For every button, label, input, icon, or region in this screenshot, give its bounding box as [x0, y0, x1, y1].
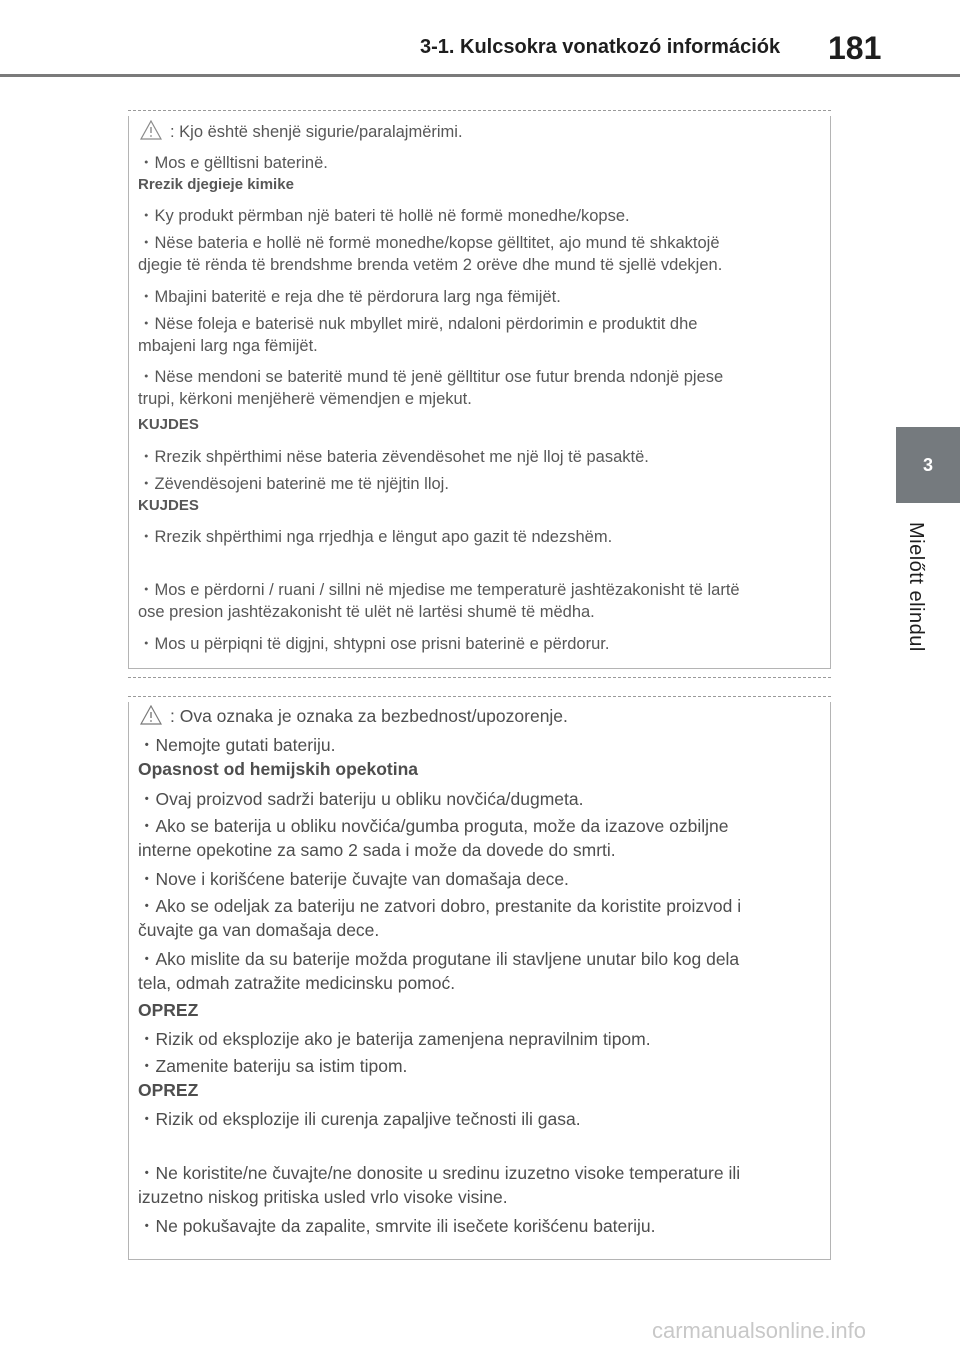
list-item: ・Zamenite bateriju sa istim tipom. — [138, 1056, 408, 1076]
list-item: ・Mos u përpiqni të digjni, shtypni ose prisni baterinë e përdorur. — [138, 635, 610, 653]
list-item: ・Mos e gëlltisni baterinë. — [138, 154, 328, 172]
list-item: izuzetno niskog pritiska usled vrlo visoke visine. — [138, 1187, 508, 1207]
dashed-divider — [128, 696, 831, 697]
list-item: ose presion jashtëzakonisht të ulët në lartësi shumë të mëdha. — [138, 603, 595, 621]
list-item: ・Rrezik shpërthimi nga rrjedhja e lëngut apo gazit të ndezshëm. — [138, 528, 613, 546]
caution-heading: KUJDES — [138, 497, 199, 514]
list-item: interne opekotine za samo 2 sada i može da dovede do smrti. — [138, 840, 616, 860]
caution-heading: OPREZ — [138, 1080, 199, 1100]
chapter-label: Mielőtt elindul — [905, 522, 927, 652]
list-item: ・Ako mislite da su baterije možda progutane ili stavljene unutar bilo kog dela — [138, 949, 740, 969]
caution-heading: KUJDES — [138, 416, 199, 433]
list-item: ・Rrezik shpërthimi nëse bateria zëvendësohet me një lloj të pasaktë. — [138, 448, 649, 466]
list-item: ・Nove i korišćene baterije čuvajte van domašaja dece. — [138, 869, 569, 889]
list-item: ・Ne pokušavajte da zapalite, smrvite ili isečete korišćenu bateriju. — [138, 1216, 656, 1236]
notice-heading: : Kjo është shenjë sigurie/paralajmërimi. — [138, 120, 463, 142]
list-item: djegie të rënda të brendshme brenda vetëm 2 orëve dhe mund të sjellë vdekjen. — [138, 256, 723, 274]
watermark: carmanualsonline.info — [652, 1318, 867, 1343]
warning-triangle-icon — [140, 120, 162, 140]
page-number: 181 — [828, 30, 882, 66]
list-item: ・Ako se odeljak za bateriju ne zatvori dobro, prestanite da koristite proizvod i — [138, 896, 742, 916]
list-item: tela, odmah zatražite medicinsku pomoć. — [138, 973, 456, 993]
list-item: ・Mos e përdorni / ruani / sillni në mjedise me temperaturë jashtëzakonisht të lartë — [138, 581, 740, 599]
list-item: ・Zëvendësojeni baterinë me të njëjtin lloj. — [138, 475, 449, 493]
dashed-divider — [128, 677, 831, 678]
list-item: ・Nemojte gutati bateriju. — [138, 735, 336, 755]
list-item: mbajeni larg nga fëmijët. — [138, 337, 318, 355]
list-item: ・Rizik od eksplozije ili curenja zapaljive tečnosti ili gasa. — [138, 1109, 581, 1129]
notice-heading: : Ova oznaka je oznaka za bezbednost/upozorenje. — [138, 705, 568, 727]
caution-heading: OPREZ — [138, 1000, 199, 1020]
hazard-heading: Rrezik djegieje kimike — [138, 176, 294, 193]
hazard-heading: Opasnost od hemijskih opekotina — [138, 759, 419, 779]
list-item: ・Nëse bateria e hollë në formë monedhe/kopse gëlltitet, ajo mund të shkaktojë — [138, 234, 720, 252]
list-item: ・Mbajini bateritë e reja dhe të përdorura larg nga fëmijët. — [138, 288, 561, 306]
list-item: ・Ne koristite/ne čuvajte/ne donosite u sredinu izuzetno visoke temperature ili — [138, 1163, 741, 1183]
list-item: ・Ako se baterija u obliku novčića/gumba proguta, može da izazove ozbiljne — [138, 816, 729, 836]
list-item: ・Nëse mendoni se bateritë mund të jenë gëlltitur ose futur brenda ndonjë pjese — [138, 368, 724, 386]
list-item: ・Rizik od eksplozije ako je baterija zamenjena nepravilnim tipom. — [138, 1029, 651, 1049]
list-item: čuvajte ga van domašaja dece. — [138, 920, 380, 940]
list-item: ・Ovaj proizvod sadrži bateriju u obliku novčića/dugmeta. — [138, 789, 584, 809]
dashed-divider — [128, 110, 831, 111]
section-title: 3-1. Kulcsokra vonatkozó információk — [420, 36, 781, 58]
warning-triangle-icon — [140, 705, 162, 725]
chapter-tab: 3 — [896, 427, 960, 503]
list-item: ・Ky produkt përmban një bateri të hollë në formë monedhe/kopse. — [138, 207, 630, 225]
list-item: trupi, kërkoni menjëherë vëmendjen e mjekut. — [138, 390, 472, 408]
header-divider — [0, 74, 960, 77]
list-item: ・Nëse foleja e baterisë nuk mbyllet mirë, ndaloni përdorimin e produktit dhe — [138, 315, 698, 333]
